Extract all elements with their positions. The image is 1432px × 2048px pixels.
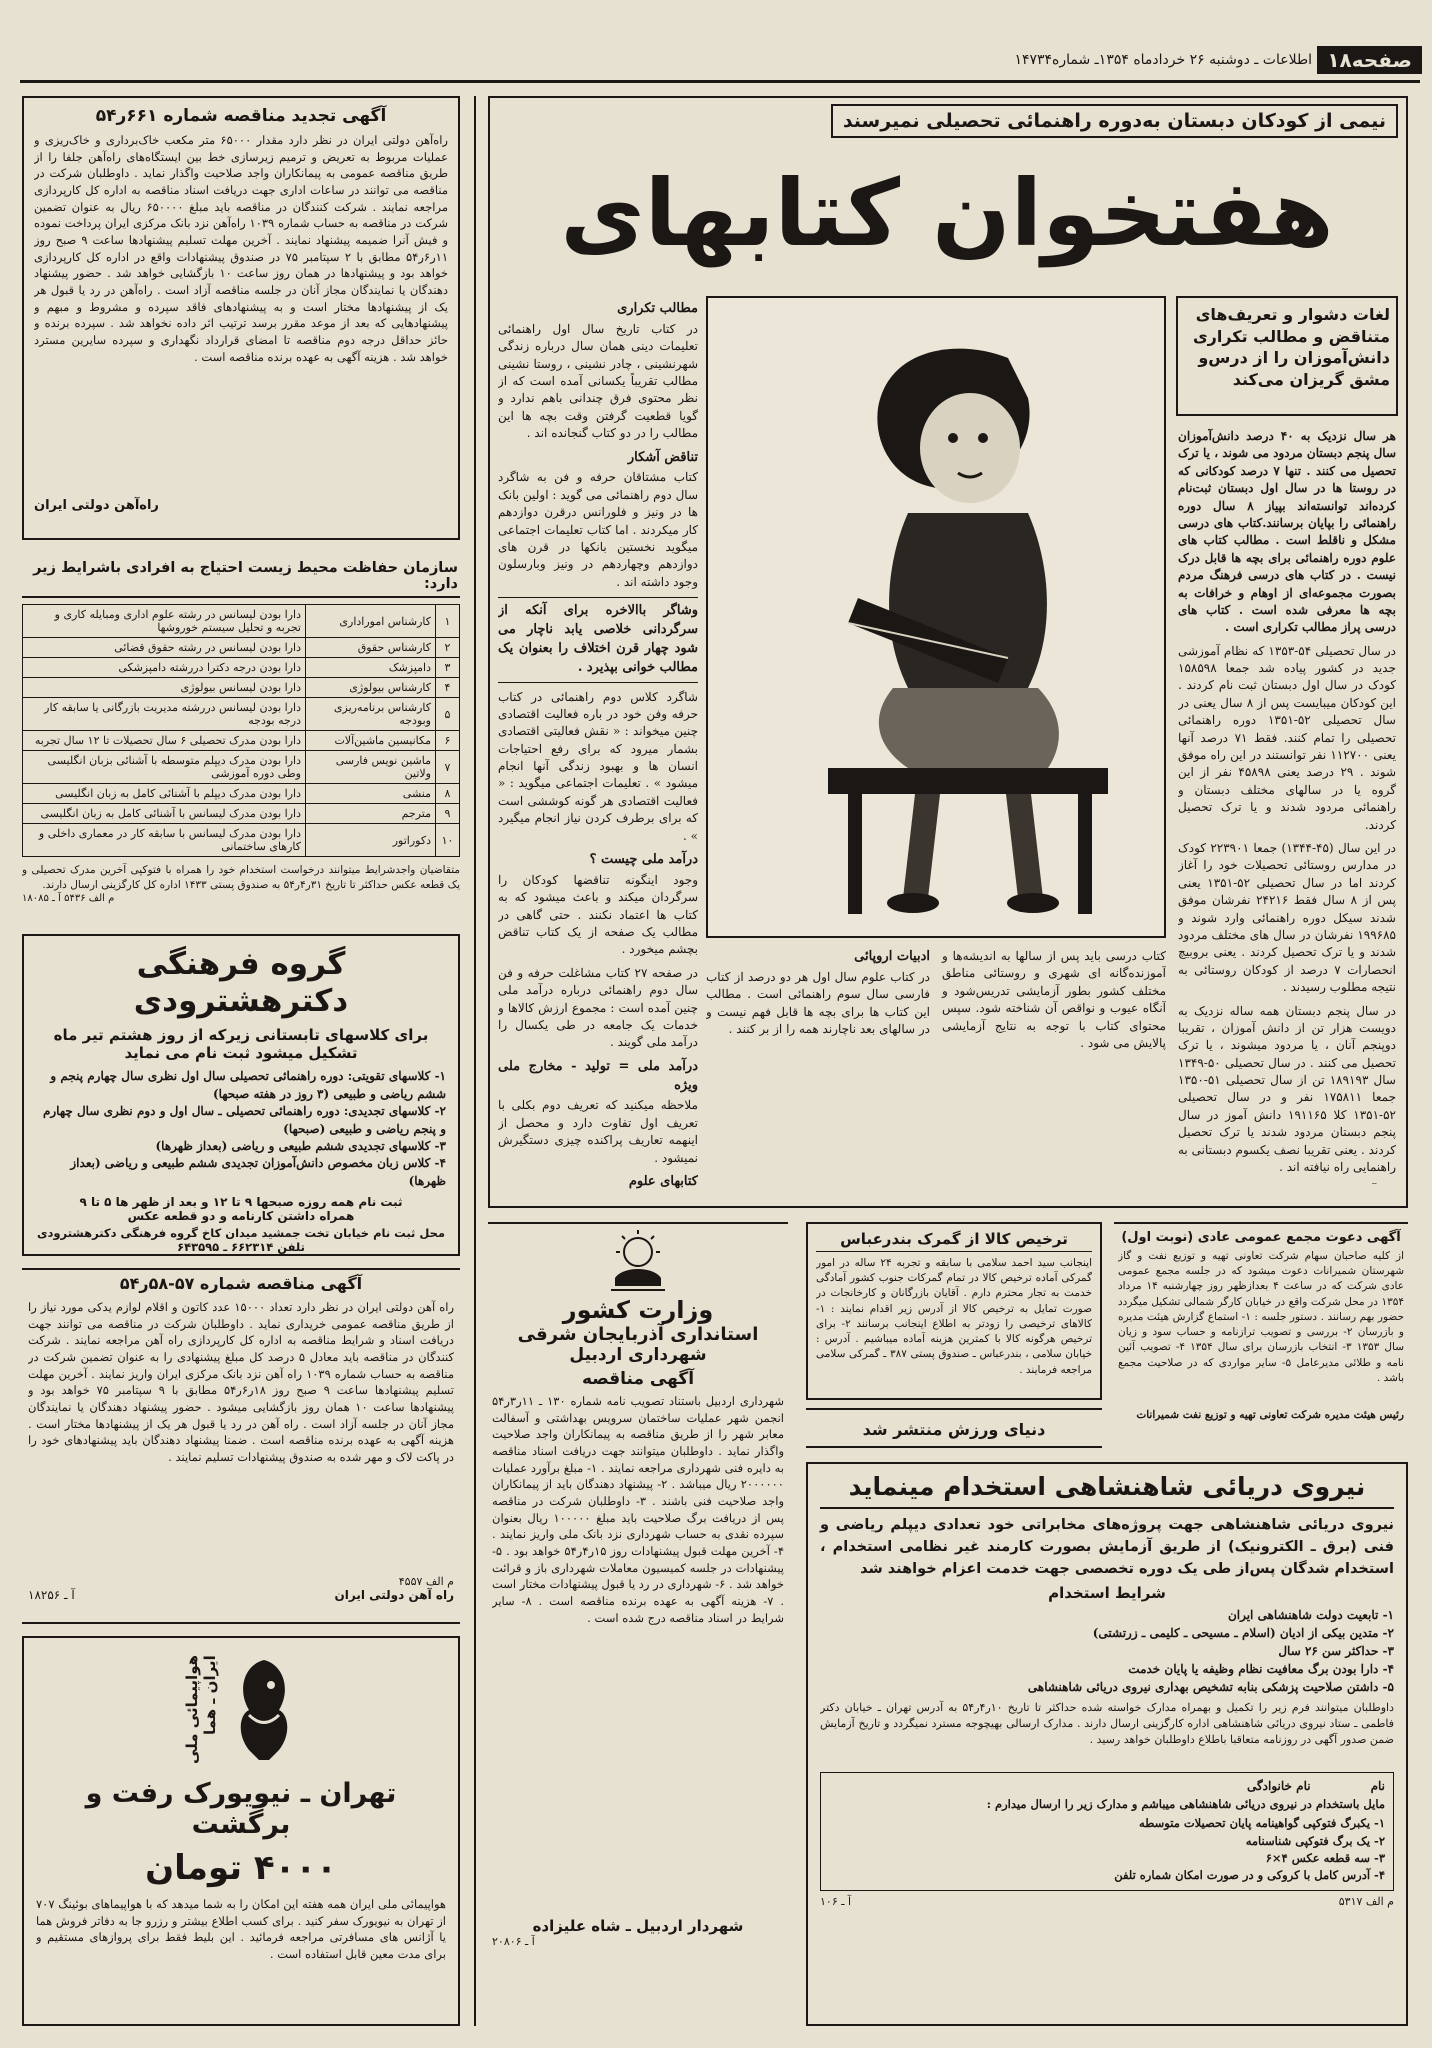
env-table-row [23, 804, 460, 824]
navy-form-item: ۲- یک برگ فتوکپی شناسنامه [1245, 1833, 1385, 1848]
article-para-left-5 [498, 1194, 698, 1196]
article-para-contradiction: کتاب مشتاقان حرفه و فن به شاگرد سال دوم راهنمائی می گوید : اولین بانک ها در ونیز و فلورانس درقرن دوازدهم کار میکردند . اما کتاب تعلیمات اجتماعی میگوید نخستین بانکها در قرن های دوازدهم وچهاردهم در ونیز وبارسلون وجود داشته اند . [498, 470, 698, 589]
hashtrudi-address: محل ثبت نام خیابان تخت جمشید میدان کاخ گروه فرهنگی دکترهشترودی تلفن ۶۶۲۳۱۴ ـ ۶۴۳۵۹۵ [36, 1226, 446, 1255]
railway-ad-2-code: م الف ۴۵۵۷ [398, 1575, 454, 1588]
article-para-repetitive: در کتاب تاریخ سال اول راهنمائی تعلیمات دینی همان سال درباره زندگی شهرنشینی ، چادر نشینی ، روستا نشینی مطالب تقریباً یکسانی آمده است که از نظر محتوی فرق چندانی باهم ندارد و گویا قطعیت گرفتن وقت بچه ها این مطالب را در دو کتاب گنجانده اند . [498, 321, 698, 441]
hashtrudi-ad [22, 934, 460, 1256]
env-row-number: ۴ [436, 678, 460, 698]
article-headline: هفتخوان کتابهای [560, 160, 1334, 267]
env-row-title: دکوراتور [306, 824, 436, 857]
environment-org-table [22, 604, 460, 857]
env-row-requirement: دارا بودن مدرک دیپلم متوسطه با آشنائی بزبان انگلیسی وطی دوره آموزشی [23, 751, 306, 784]
iran-air-ad [22, 1636, 460, 2026]
railway-ad-2-body: راه آهن دولتی ایران در نظر دارد تعداد ۱۵۰۰۰ عدد کاتون و اقلام لوازم یدکی مورد نیاز را از طریق مناقصه عمومی خریداری نماید . داوطلبان شرکت در مناقصه می توانند جهت دریافت اسناد و شرایط مناقصه به اداره کل کارپردازی راه آهن مراجعه نمایند . شرکت کنندگان در مناقصه باید معادل ۵ درصد کل مبلغ پیشنهادی را به عنوان تضمین شرکت در مناقصه به حساب شماره ۱۰۳۹ راه آهن نزد بانک مرکزی ایران واریز نمایند . آخرین مهلت تسلیم پیشنهادها ساعت ۹ صبح روز ۱۸ر۶ر۵۴ مطابق با ۹ سپتامبر ۷۵ خواهد بود و پیشنهادها ساعت ۱۰ همان روز بازگشایی میشود . حضور پیشنهاد دهندگان یا نمایندگان مجاز آنان در جلسه آزاد است . راه آهن در رد یا قبول هر یک از پیشنهادها مختار است . هزینه آگهی به عهده برنده مناقصه است . ضمنا پیشنهاد دهندگان باید پیشنهادهای خود را در پاکت لاک و مهر شده به صندوق پیشنهادات تسلیم نمایند . [28, 1300, 454, 1465]
env-table-row [23, 751, 460, 784]
hashtrudi-note: همراه داشتن کارنامه و دو قطعه عکس [127, 1209, 355, 1224]
env-row-title: مترجم [306, 804, 436, 824]
article-para-stats-3: در سال پنجم دبستان همه ساله نزدیک به دویست هزار تن از دانش آموزان ، تقریبا دوپنجم آنان ، یا مردود میشوند ، یا ترک تحصیل می کنند . در سال تحصیلی ۵۰-۱۳۴۹ سال ۱۸۹۱۹۳ تن از سال تحصیلی ۵۱-۱۳۵۰ جمعا ۱۷۵۸۱۱ نفر و در سال تحصیلی ۵۲-۱۳۵۱ کلا ۱۹۱۱۶۵ دانش آموز در سال پنجم دبستان مردود شدند یا ترک تحصیل کردند . یعنی تقریبا نصف یکسوم دبستانی به راهنمایی راه نیافته اند . [1178, 1003, 1396, 1175]
hashtrudi-title: گروه فرهنگی دکترهشترودی [133, 946, 349, 1020]
environment-org-ad [22, 556, 460, 922]
env-row-number: ۸ [436, 784, 460, 804]
article-para-left-4: ملاحظه میکنید که تعریف دوم بکلی با تعریف اول تفاوت دارد و محصل از اینهمه تعاریف پراکنده چیزی دستگیرش نمیشود . [498, 1098, 698, 1165]
railway-ad-1-signature: راه‌آهن دولتی ایران [34, 498, 159, 513]
article-photo [706, 296, 1166, 938]
ardebil-ref: آ ـ ۲۰۸۰۶ [492, 1935, 535, 1948]
column-rule [474, 96, 476, 2026]
hashtrudi-item: ۴- کلاس زبان مخصوص دانش‌آموزان تجدیدی ششم طبیعی و ریاضی (بعداز ظهرها) [70, 1156, 446, 1188]
ardebil-province: استانداری آذربایجان شرقی [517, 1324, 759, 1345]
article-col-right [1178, 428, 1396, 1184]
env-table-row [23, 638, 460, 658]
environment-org-code: م الف ۵۴۳۶ آ ـ ۱۸۰۸۵ [22, 893, 115, 905]
env-row-number: ۳ [436, 658, 460, 678]
airline-body: هواپیمائی ملی ایران همه هفته این امکان را به شما میدهد که با هواپیماهای بوئینگ ۷۰۷ از تهران به نیویورک سفر کنید . برای کسب اطلاع بیشتر و رزرو جا به دفاتر فروش هما یا آژانس های مسافرتی مراجعه فرمائید . این بلیط فقط برای پروازهای مستقیم و برای مدت معین قابل استفاده است . [36, 1897, 446, 1962]
hashtrudi-item: ۱- کلاسهای تقویتی: دوره راهنمائی تحصیلی سال اول نظری سال چهارم پنجم و ششم ریاضی و طبیعی (۳ روز در هفته صبحها) [50, 1069, 446, 1101]
navy-form-item: ۱- یکبرگ فتوکپی گواهینامه پایان تحصیلات متوسطه [1139, 1816, 1385, 1831]
page-label: صفحه۱۸ [1317, 46, 1422, 74]
hashtrudi-items [36, 1068, 446, 1190]
env-row-title: مکانیسین ماشین‌آلات [306, 731, 436, 751]
navy-form-name-label: نام [1370, 1779, 1385, 1794]
assembly-body: از کلیه صاحبان سهام شرکت تعاونی تهیه و توزیع نفت و گاز شهرستان شمیرانات دعوت میشود که در جلسه مجمع عمومی عادی شرکت که در ساعت ۴ بعدازظهر روز چهارشنبه ۱۴ مرداد ۱۳۵۴ در محل شرکت واقع در خیابان کارگر شمالی تشکیل میگردد حضور بهم رسانند . دستور جلسه : ۱- استماع گزارش هیئت مدیره و بازرسان ۲- بررسی و تصویب ترازنامه و حساب سود و زیان سال ۱۳۵۳ ۳- انتخاب بازرسان برای سال ۱۳۵۴ ۴- تصویب آئین نامه و طلائی مدیرعامل ۵- سایر مواردی که در صلاحیت مجمع باشد . [1118, 1250, 1404, 1384]
railway-ad-1-body: راه‌آهن دولتی ایران در نظر دارد مقدار ۶۵۰۰۰ متر مکعب خاک‌برداری و خاک‌ریزی و عملیات مربوط به تعریض و ترمیم زیرسازی خط بین ایستگاه‌های راه‌آهن جلفا را از طریق مناقصه عمومی به پیمانکاران واجد صلاحیت واگذار نماید . داوطلبان شرکت در مناقصه می توانند در ساعات اداری جهت دریافت اسناد مناقصه به اداره کل کارپردازی مراجعه نمایند . شرکت کنندگان در مناقصه باید مبلغ ۶۵۰۰۰۰ ریال به عنوان تضمین شرکت در مناقصه به حساب شماره ۱۰۳۹ راه‌آهن نزد بانک مرکزی ایران پرداخت نموده و فیش آنرا ضمیمه پیشنهاد نمایند . آخرین مهلت تسلیم پیشنهادها ساعت ۹ صبح روز ۱۱ر۶ر۵۴ مطابق با ۲ سپتامبر ۷۵ در صندوق پیشنهادات واقع در اداره کل کارپردازی خواهد بود و پیشنهادها در همان روز ساعت ۱۰ بازگشایی خواهد شد . حضور پیشنهاد دهندگان یا نمایندگان مجاز آنان در جلسه مناقصه آزاد است . راه‌آهن در رد یا قبول هر یک از پیشنهادها مختار است و به پیشنهادهای فاقد سپرده و مشروط و مبهم و پیشنهادهایی که بعد از موعد مقرر برسد ترتیب اثر داده نخواهد شد . سپرده برنده و حائز حداقل درجه دوم مناقصه تا امضای قرارداد نگهداری و سپرده سایرین مسترد خواهد شد . هزینه آگهی به عهده برنده مناقصه است . [34, 133, 448, 364]
navy-form-item: ۴- آدرس کامل با کروکی و در صورت امکان شماره تلفن [1114, 1868, 1385, 1882]
homa-logo [36, 1650, 446, 1770]
article-subhead-science: کتابهای علوم [628, 1174, 698, 1190]
env-row-requirement: دارا بودن مدرک لیسانس با آشنائی کامل به زبان انگلیسی [23, 804, 306, 824]
customs-title: ترخیص کالا از گمرک بندرعباس [816, 1230, 1092, 1252]
article-subhead-production: درآمد ملی = تولید - مخارج ملی ویژه [498, 1058, 698, 1093]
railway-ad-2-ref: آ ـ ۱۸۲۵۶ [28, 1588, 75, 1602]
environment-org-footer: متقاضیان واجدشرایط میتوانند درخواست استخدام خود را همراه با فتوکپی آخرین مدرک تحصیلی و یک قطعه عکس حداکثر تا تاریخ ۳۱ر۴ر۵۴ به صندوق پستی ۱۴۳۳ اداره کل کارگزینی ارسال دارند. [22, 864, 460, 892]
railway-ad-2-title: آگهی مناقصه شماره ۵۷-۵۸ر۵۴ [119, 1274, 363, 1293]
environment-org-heading: سازمان حفاظت محیط زیست احتیاج به افرادی باشرایط زیر دارد: [22, 556, 460, 598]
navy-condition: ۱- تابعیت دولت شاهنشاهی ایران [1227, 1608, 1394, 1623]
navy-condition: ۳- حداکثر سن ۲۶ سال [1278, 1644, 1394, 1659]
env-row-number: ۹ [436, 804, 460, 824]
navy-conditions [820, 1606, 1394, 1696]
article-col-middle [706, 948, 1166, 1198]
hashtrudi-intro: برای کلاسهای تابستانی زیرکه از روز هشتم تیر ماه تشکیل میشود ثبت نام می نماید [53, 1026, 429, 1063]
airline-brand: هواپیمائی ملی ایران ـ هما [183, 1655, 219, 1765]
env-row-number: ۵ [436, 698, 460, 731]
hashtrudi-item: ۳- کلاسهای تجدیدی ششم طبیعی و ریاضی (بعداز ظهرها) [155, 1138, 446, 1153]
env-row-requirement: دارا بودن مدرک تحصیلی ۶ سال تحصیلات تا ۱۲ سال تجربه [23, 731, 306, 751]
env-row-number: ۷ [436, 751, 460, 784]
assembly-title: آگهی دعوت مجمع عمومی عادی (نوبت اول) [1121, 1230, 1401, 1245]
navy-form-item: ۳- سه قطعه عکس ۴×۶ [1265, 1850, 1385, 1865]
assembly-signature: رئیس هیئت مدیره شرکت تعاونی تهیه و توزیع نفت شمیرانات [1136, 1409, 1404, 1421]
homa-bird-icon [229, 1655, 299, 1765]
article-subhead-contradiction: تناقض آشکار [627, 449, 698, 465]
hashtrudi-hours: ثبت نام همه روزه صبحها ۹ تا ۱۲ و بعد از ظهر ها ۵ تا ۹ [79, 1195, 403, 1210]
article-para-stats-2: در این سال (۴۵-۱۳۴۴) جمعا ۲۲۳۹۰۱ کودک در مدارس روستائی تحصیلات خود را آغاز کردند اما در سال تحصیلی ۵۲-۱۳۵۱ یعنی پس از ۸ سال فقط ۲۴۲۱۶ نفرشان موفق شدند سیکل دوره راهنمائی وارد شوند و ۱۹۹۶۸۵ نفرشان در سال های مختلف مردود شدند و یا ترک تحصیل کردند . یعنی بروبیچ انحصارات ۷ درصد از کودکان روستائی به نتیجه مطلوب رسیدند . [1178, 840, 1396, 995]
railway-tender-ad-2 [22, 1268, 460, 1624]
env-row-requirement: دارا بودن لیسانس در رشته حقوق قضائی [23, 638, 306, 658]
article-subhead-income: درآمد ملی چیست ؟ [589, 852, 698, 868]
env-row-number: ۲ [436, 638, 460, 658]
navy-title: نیروی دریائی شاهنشاهی استخدام مینماید [820, 1472, 1394, 1509]
env-row-requirement: دارا بودن لیسانس دررشته مدیریت بازرگانی یا سابقه کار درجه بودجه [23, 698, 306, 731]
env-table-row [23, 824, 460, 857]
env-table-row [23, 784, 460, 804]
dateline: اطلاعات ـ دوشنبه ۲۶ خردادماه ۱۳۵۴ـ شماره۱۴۷۳۴ [1014, 52, 1312, 68]
navy-condition: ۴- دارا بودن برگ معافیت نظام وظیفه یا پایان خدمت [1128, 1662, 1394, 1677]
railway-tender-ad-1 [22, 96, 460, 540]
navy-conditions-title: شرایط استخدام [1048, 1584, 1166, 1603]
article-lead: هر سال نزدیک به ۴۰ درصد دانش‌آموزان سال پنجم دبستان مردود می شوند ، یا ترک تحصیل می کنند . تنها ۷ درصد کودکانی که در روستا ها در سال اول دبستان ثبت‌نام کرده‌اند توانسته‌اند بپیاز ۸ سال دوره راهنمائی را بپایان برسانند.کتاب های درسی مشکل و نا‌قلط است . مطالب کتاب های علوم دوره راهنمائی برای بچه ها قابل درک نیست . در کتاب های درسی فرهنگ مردم بصورت مجموعه‌ای از اوهام و خرافات به بچه ها معرفی شده است . کتاب های درسی پراز مطالب تکراری است . [1178, 429, 1396, 635]
env-row-title: کارشناس حقوق [306, 638, 436, 658]
env-table-row [23, 678, 460, 698]
railway-ad-1-title: آگهی تجدید مناقصه شماره ۶۶۱ر۵۴ [95, 106, 387, 126]
article-pullquote: وشاگر باالاخره برای آنکه از سرگردانی خلاصی یابد ناچار می شود چهار قرن اختلاف را بعنوان یک مطالب خوانی بپذیرد . [498, 597, 698, 682]
main-article [488, 96, 1408, 1208]
navy-form-intro: مایل باستخدام در نیروی دریائی شاهنشاهی میباشم و مدارک زیر را ارسال میدارم : [986, 1797, 1385, 1812]
article-para-causes [1178, 1182, 1396, 1184]
customs-ad [806, 1222, 1102, 1400]
navy-form [820, 1772, 1394, 1891]
navy-lead: نیروی دریائی شاهنشاهی جهت پروژه‌های مخابراتی خود تعدادی دیپلم ریاضی و فنی (برق ـ الکترونیک) از طریق آزمایش بصورت کارمند غیر نظامی استخدام ، استخدام شدگان پس‌از طی یک دوره تخصصی جهت خدمت اعزام خواهند شد [820, 1517, 1394, 1577]
env-table-row [23, 605, 460, 638]
env-table-row [23, 731, 460, 751]
navy-condition: ۵- داشتن صلاحیت پزشکی بنابه تشخیص بهداری نیروی دریائی شاهنشاهی [1027, 1680, 1394, 1695]
hashtrudi-item: ۲- کلاسهای تجدیدی: دوره راهنمائی تحصیلی ـ سال اول و دوم نظری سال چهارم و پنجم ریاضی و طبیعی (صبحها) [42, 1104, 446, 1136]
railway-ad-2-signature: راه آهن دولتی ایران [334, 1588, 454, 1602]
env-row-requirement: دارا بودن مدرک لیسانس با سابقه کار در معماری داخلی و کارهای ساختمانی [23, 824, 306, 857]
env-row-number: ۱ [436, 605, 460, 638]
article-deck [1176, 296, 1398, 416]
ardebil-title: آگهی مناقصه [581, 1369, 695, 1389]
ardebil-body: شهرداری اردبیل باستناد تصویب نامه شماره ۱۳۰ ـ ۱۱ر۳ر۵۴ انجمن شهر عملیات ساختمان سرویس بهداشتی و آسفالت معابر شهر را از طریق مناقصه به پیمانکاران واجد صلاحیت واگذار نماید . داوطلبان میتوانند جهت دریافت اسناد مناقصه به دایره فنی شهرداری مراجعه نمایند . ۱- مبلغ برآورد عملیات ۲۰۰۰۰۰۰ ریال میباشد . ۲- پیشنهاد دهندگان باید از پیمانکاران واجد صلاحیت فنی باشند . ۳- داوطلبان شرکت در مناقصه پس از دریافت برگ صلاحیت باید مبلغ ۱۰۰۰۰۰ ریال بعنوان سپرده نقدی به حساب شهرداری نزد بانک ملی واریز نمایند . ۴- آخرین مهلت قبول پیشنهادات روز ۱۵ر۴ر۵۴ خواهد بود . ۵- پیشنهادات در جلسه کمیسیون معاملات شهرداری باز و قرائت خواهد شد . ۶- شهرداری در رد یا قبول پیشنهادات مختار است . ۷- هزینه آگهی به عهده برنده مناقصه است . ۸- سایر شرایط در اسناد مناقصه درج شده است . [492, 1394, 784, 1625]
navy-ref: آ ـ ۱۰۶ [820, 1895, 852, 1909]
article-para-left-1: شاگرد کلاس دوم راهنمائی در کتاب حرفه وفن خود در باره فعالیت اقتصادی چنین میخواند : « نقش فعالیتی اقتصادی بشمار میرود که برای رفع احتیاجات انسان ها و بهبود زندگی آنها انجام میشود » . تعلیمات اجتماعی میگوید : « فعالیت اقتصادی هر گونه کوششی است که برای برطرف کردن نیاز انجام میگیرد » . [498, 689, 698, 843]
ardebil-ministry: وزارت کشور [562, 1296, 714, 1324]
env-row-title: منشی [306, 784, 436, 804]
sports-ad: دنیای ورزش منتشر شد [806, 1408, 1102, 1448]
navy-condition: ۲- متدین بیکی از ادیان (اسلام ـ مسیحی ـ کلیمی ـ زرتشتی) [1092, 1626, 1394, 1641]
env-table-row [23, 658, 460, 678]
env-row-requirement: دارا بودن درجه دکترا دررشته دامپزشکی [23, 658, 306, 678]
ardebil-tender-ad [488, 1222, 788, 2026]
airline-route: تهران ـ نیویورک رفت و برگشت [85, 1778, 397, 1840]
ardebil-city: شهرداری اردبیل [569, 1345, 707, 1365]
lion-and-sun-icon [603, 1230, 673, 1294]
navy-form-family-label: نام خانوادگی [1246, 1779, 1311, 1794]
article-subhead-europe: ادبیات اروپائی [854, 949, 930, 964]
env-table-row [23, 698, 460, 731]
env-row-number: ۶ [436, 731, 460, 751]
header-rule [20, 80, 1420, 83]
article-para-left-3: در صفحه ۲۷ کتاب مشاغلت حرفه و فن سال دوم راهنمائی درباره درآمد ملی چنین آمده است : مجموع ارزش کالاها و خدمات یک جامعه در طی یکسال را درآمد ملی گویند . [498, 965, 698, 1050]
env-row-title: ماشین نویس فارسی ولاتین [306, 751, 436, 784]
env-row-title: کارشناس اموراداری [306, 605, 436, 638]
env-row-requirement: دارا بودن مدرک دیپلم با آشنائی کامل به زبان انگلیسی [23, 784, 306, 804]
navy-body: داوطلبان میتوانند فرم زیر را تکمیل و بهمراه مدارک خواسته شده حداکثر تا تاریخ ۱۰ر۴ر۵۴ به آدرس تهران ـ خیابان دکتر فاطمی ـ ستاد نیروی دریائی شاهنشاهی اداره کارگزینی ارسال دارند . مدارک ارسالی بهیچوجه مسترد نمیگردد و تاریخ آزمایش ضمن صدور آگهی در روزنامه متعاقبا باطلاع داوطلبان خواهد رسید . [820, 1701, 1394, 1747]
customs-body: اینجانب سید احمد سلامی با سابقه و تجربه ۲۴ ساله در امور گمرکی آماده ترخیص کالا در تمام گمرکات جنوب کشور آمادگی خدمت به تجار محترم دارم . آقایان بازرگانان و کارخانجات در صورت تمایل به ترخیص کالا از آدرس زیر اقدام نمایند : ۱- کالاهای ترخیصی را زودتر به اطلاع اینجانب برسانند ۲- برای ترخیص هرگونه کالا با کمترین هزینه آماده میباشیم . آدرس : خیابان سلامی ، بندرعباس ـ صندوق پستی ۳۸۷ ـ گمرکی سلامی مراجعه فرمایند . [816, 1257, 1092, 1376]
env-row-requirement: دارا بودن لیسانس در رشته علوم اداری ومبایله کاری و تجربه و تحلیل سیستم خوروشها [23, 605, 306, 638]
article-kicker: نیمی از کودکان دبستان به‌دوره راهنمائی تحصیلی نمیرسند [831, 104, 1398, 138]
article-para-left-2: وجود اینگونه تناقضها کودکان را سرگردان میکند و باعث میشود که به کتاب ها اعتماد نکنند . حتی گاهی در مطالب یک صفحه از یک کتاب تناقض بچشم میخورد . [498, 872, 698, 957]
child-reading-illustration [708, 298, 1164, 936]
page-header [0, 44, 1432, 78]
env-row-requirement: دارا بودن لیسانس بیولوژی [23, 678, 306, 698]
assembly-notice [1114, 1222, 1408, 1448]
article-subhead-repetitive: مطالب تکراری [617, 301, 698, 316]
env-row-title: کارشناس بیولوژی [306, 678, 436, 698]
airline-price: ۴۰۰۰ تومان [145, 1848, 337, 1888]
article-para-stats-1: در سال تحصیلی ۵۴-۱۳۵۳ که نظام آموزشی جدید در کشور پیاده شد جمعا ۱۵۸۵۹۸ کودک در سال اول دبستان ثبت نام کردند . این کودکان میبایست پس از ۸ سال یعنی در سال تحصیلی ۵۲-۱۳۵۱ دوره راهنمائی تحصیلی را تمام کنند. فقط ۷۱ درصد آنها یعنی ۱۱۲۷۰۰ نفر توانستند در این راه موفق شوند . ۲۹ درصد یعنی ۴۵۸۹۸ نفر از این گروه یا در سالهای مختلف دبستان و راهنمائی مردود شدند و یا ترک تحصیل کردند. [1178, 643, 1396, 832]
navy-form-items [829, 1815, 1385, 1884]
article-para-mid-2: در کتاب علوم سال اول هر دو درصد از کتاب فارسی سال سوم راهنمائی است . مطالب این کتاب ها برای بچه ها قابل فهم نیست و در سالهای بعد ناچارند همه را از بر کنند . [706, 969, 930, 1037]
article-col-left [498, 296, 698, 1196]
navy-recruitment-ad [806, 1462, 1408, 2026]
env-row-title: کارشناس برنامه‌ریزی وبودجه [306, 698, 436, 731]
env-row-number: ۱۰ [436, 824, 460, 857]
navy-code: م الف ۵۳۱۷ [1338, 1895, 1394, 1909]
article-deck-text: لغات دشوار و تعریف‌های متناقض و مطالب تکراری دانش‌آموزان را از درس‌و مشق گریزان می‌کند [1192, 305, 1390, 389]
article-para-mid-1: کتاب درسی باید پس از سالها به اندیشه‌ها و آموزنده‌گانه ای شهری و روستائی مناطق مختلف کشور بطور آزمایشی تدریس‌شود و آنگاه عیوب و نواقص آن شناخته شود. سپس محتوای کتاب با توجه به نتایج آزمایشی پالایش می شود . [942, 949, 1166, 1050]
env-row-title: دامپزشک [306, 658, 436, 678]
ardebil-signature: شهردار اردبیل ـ شاه علیزاده [532, 1917, 744, 1935]
ardebil-emblem [492, 1230, 784, 1294]
